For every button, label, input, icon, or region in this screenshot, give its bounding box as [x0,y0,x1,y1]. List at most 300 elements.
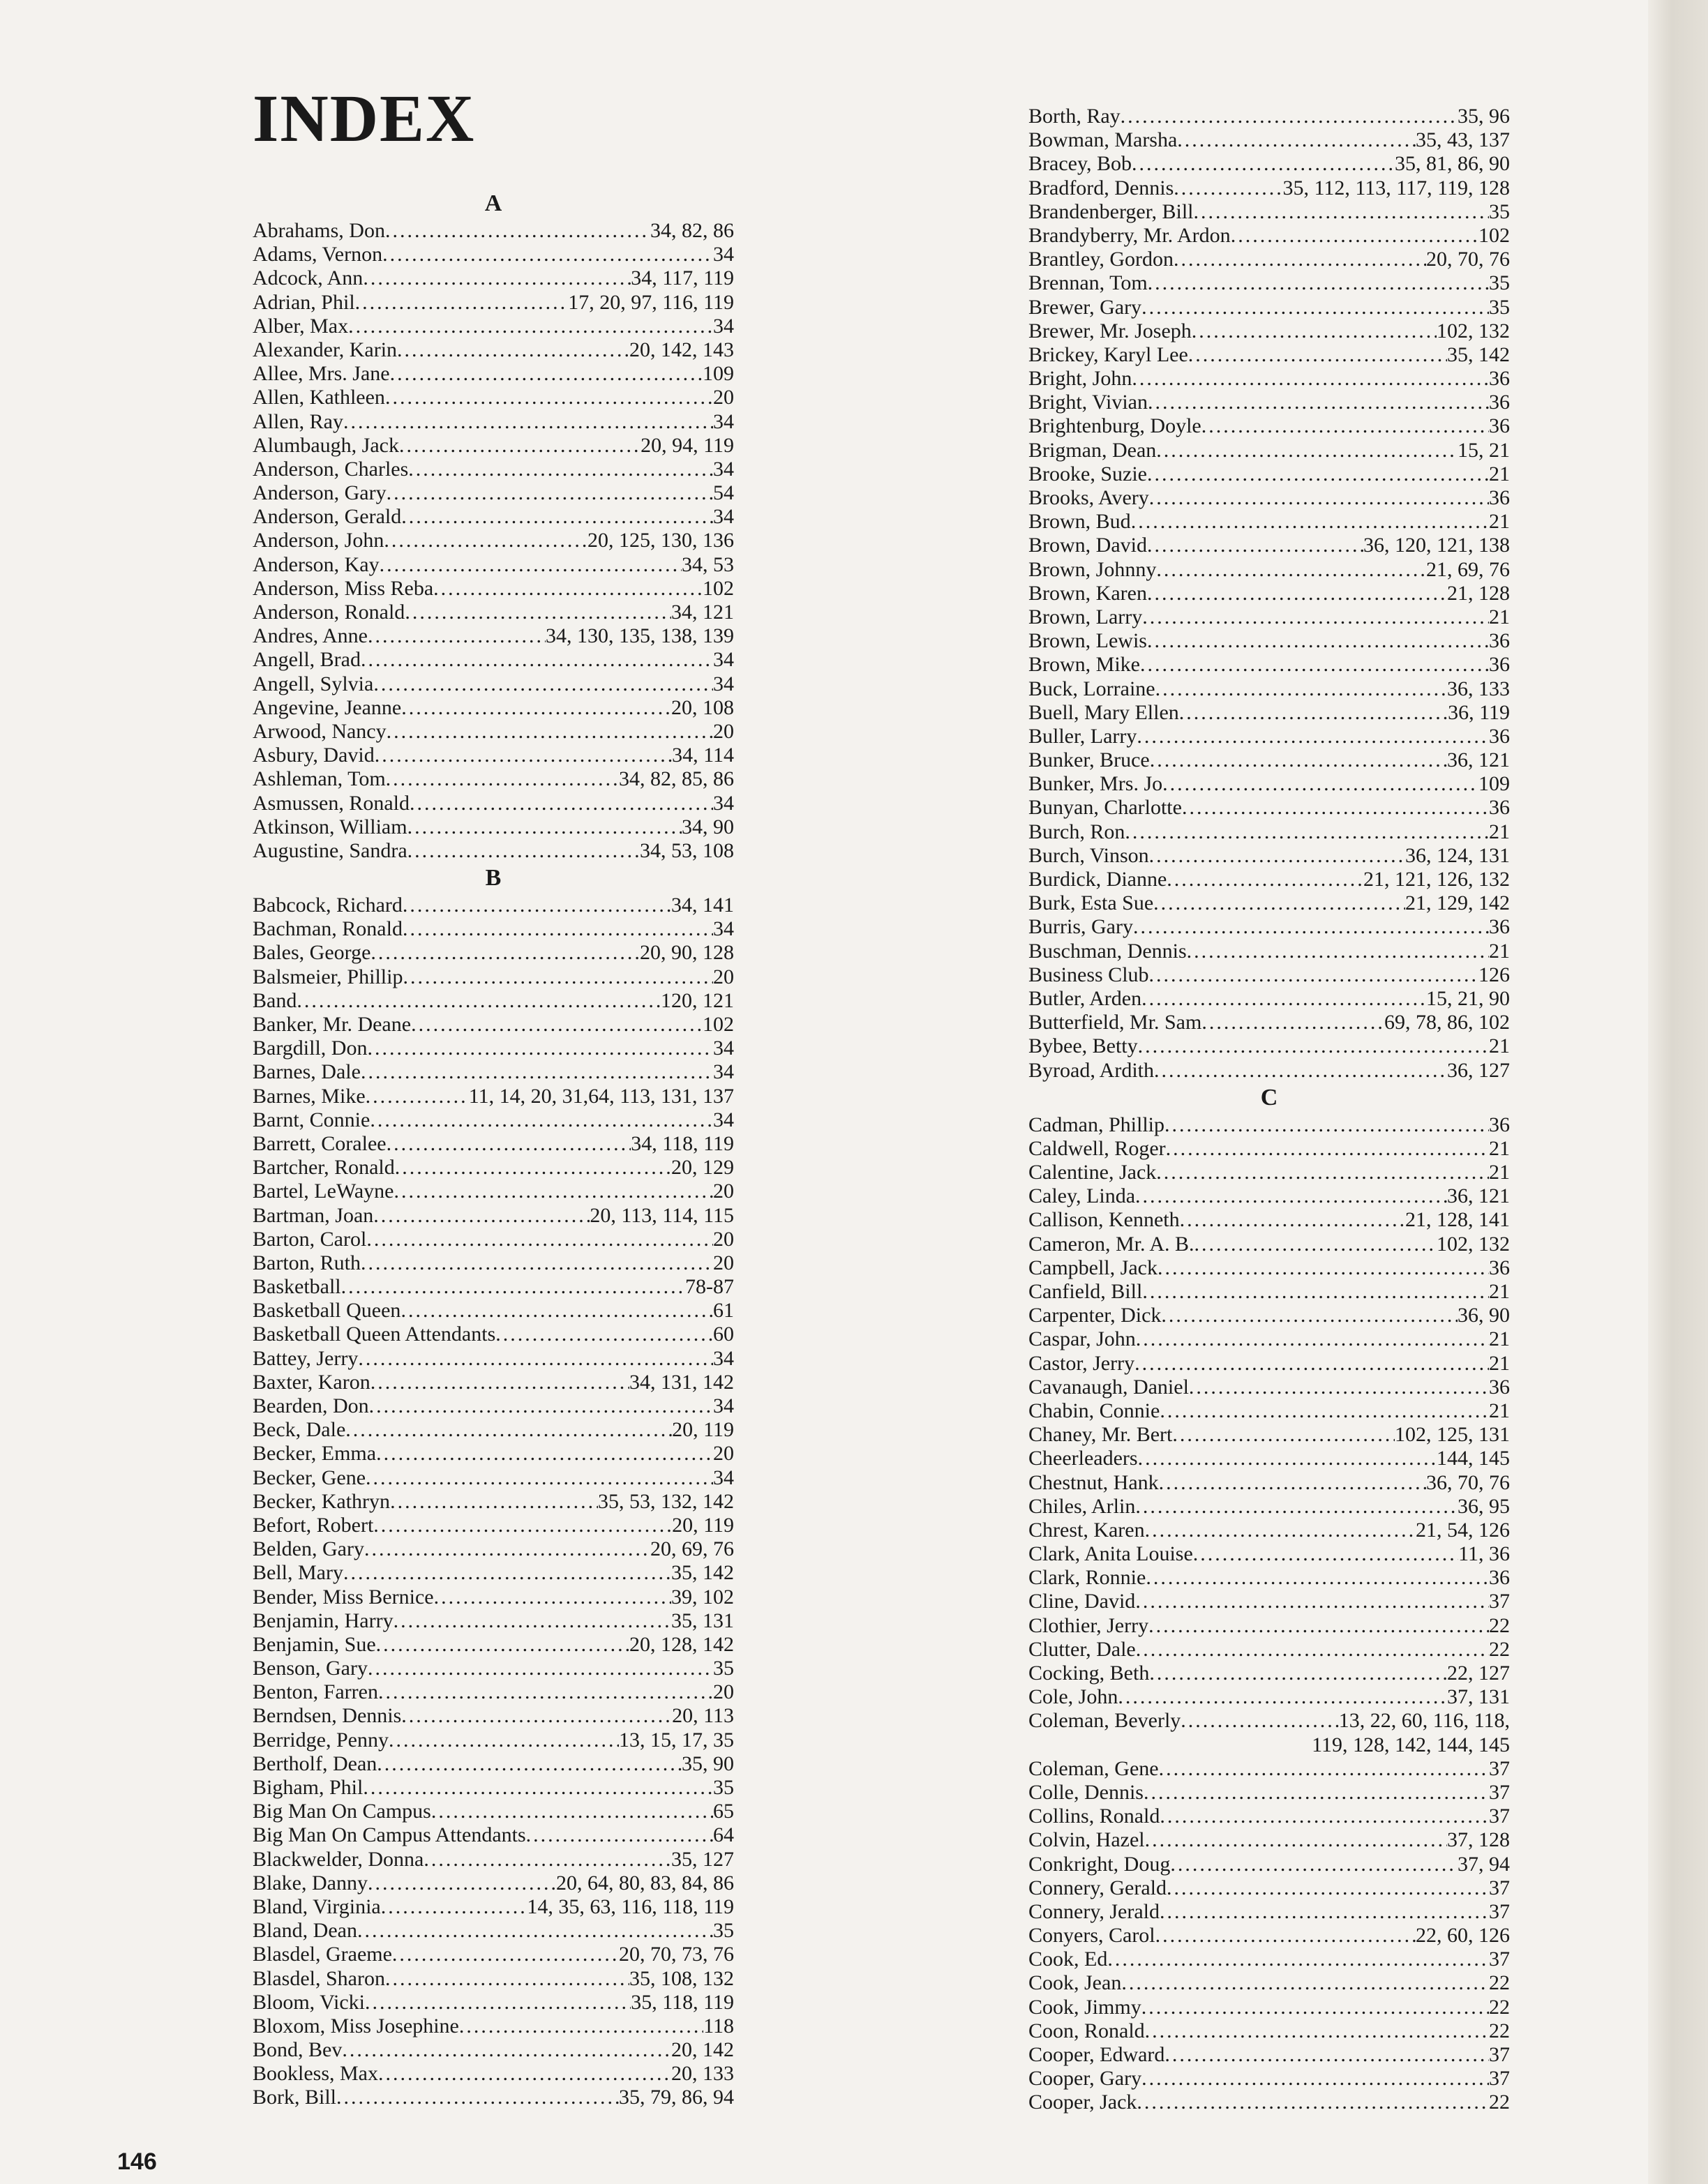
entry-pages: 39, 102 [671,1585,734,1609]
entry-pages-continuation: 119, 128, 142, 144, 145 [1312,1733,1510,1756]
entry-pages: 36 [1489,1375,1510,1399]
index-entry [253,1609,734,1633]
index-entry [253,386,734,409]
entry-pages: 20, 70, 73, 76 [619,1943,734,1966]
index-entry [1028,582,1510,605]
index-entry [253,744,734,767]
entry-pages: 20 [713,1442,734,1466]
entry-name: Bradford, Dennis [1028,176,1174,199]
entry-pages: 37, 131 [1447,1685,1510,1709]
entry-pages: 54 [713,481,734,505]
index-entry [1028,772,1510,796]
entry-pages: 35, 142 [671,1561,734,1585]
entry-pages: 20 [713,1251,734,1274]
entry-name: Brown, Karen [1028,581,1147,605]
entry-name: Colvin, Hazel [1028,1828,1145,1852]
leader-dots [390,362,703,386]
index-entry [253,1204,734,1228]
entry-name: Anderson, Gary [253,481,387,505]
entry-pages: 35, 79, 86, 94 [619,2086,734,2109]
entry-name: Barton, Ruth [253,1251,361,1274]
leader-dots [1161,1304,1458,1327]
leader-dots [434,1586,671,1609]
leader-dots [1138,1447,1437,1470]
entry-pages: 120, 121 [661,988,734,1012]
entry-name: Castor, Jerry [1028,1351,1135,1375]
index-entry [1028,1137,1510,1161]
leader-dots [366,1466,713,1490]
leader-dots [1189,1376,1489,1399]
entry-name: Coleman, Beverly [1028,1709,1181,1733]
entry-pages: 20, 90, 128 [640,941,734,965]
leader-dots [355,291,569,315]
leader-dots [385,1967,629,1991]
index-entry [253,505,734,529]
index-entry [253,2038,734,2062]
entry-name: Cline, David [1028,1590,1136,1613]
index-entry [1028,1113,1510,1137]
index-entry [1028,1900,1510,1924]
entry-pages: 21 [1489,1280,1510,1303]
index-entry [253,266,734,290]
entry-pages: 35, 142 [1447,342,1510,366]
entry-pages: 34, 53, 108 [640,838,734,862]
entry-name: Bachman, Ronald [253,917,403,941]
leader-dots [459,2014,703,2038]
entry-pages: 35, 96 [1458,105,1510,128]
section-letter: B [485,865,502,891]
entry-name: Buschman, Dennis [1028,939,1187,963]
entry-name: Anderson, John [253,529,384,552]
entry-pages: 37 [1489,2067,1510,2091]
leader-dots [1201,414,1489,438]
index-entry [1028,605,1510,629]
index-entry [253,894,734,917]
entry-name: Cook, Ed [1028,1948,1108,1971]
index-entry [1028,128,1510,152]
entry-pages: 21, 128, 141 [1405,1208,1510,1232]
entry-pages: 21 [1489,1351,1510,1375]
entry-name: Barrett, Coralee [253,1131,387,1155]
entry-name: Benton, Farren [253,1680,378,1704]
leader-dots [1194,1233,1437,1256]
entry-name: Burdick, Dianne [1028,868,1167,891]
leader-dots [408,458,713,481]
entry-pages: 35, 81, 86, 90 [1395,152,1510,176]
entry-name: Brooks, Avery [1028,486,1149,509]
leader-dots [1135,1495,1458,1519]
entry-name: Allen, Kathleen [253,386,385,409]
leader-dots [378,1680,713,1704]
entry-name: Burk, Esta Sue [1028,891,1154,915]
entry-pages: 21 [1489,1327,1510,1351]
leader-dots [343,410,713,434]
leader-dots [1188,343,1447,367]
entry-name: Clutter, Dale [1028,1637,1136,1661]
leader-dots [1146,1566,1489,1590]
entry-pages: 22 [1489,1637,1510,1661]
index-entry [1028,2043,1510,2067]
entry-pages: 102 [703,576,734,600]
entry-pages: 69, 78, 86, 102 [1384,1011,1510,1034]
entry-name: Cook, Jimmy [1028,1995,1141,2019]
entry-name: Anderson, Ronald [253,601,405,624]
entry-pages: 35, 90 [682,1752,734,1775]
entry-pages: 34 [713,791,734,815]
entry-name: Bunker, Bruce [1028,748,1150,772]
entry-name: Cavanaugh, Daniel [1028,1375,1189,1399]
leader-dots [1137,2091,1489,2114]
index-entry [253,1919,734,1943]
index-entry [253,624,734,648]
section-letter: C [1260,1084,1278,1110]
index-entry [1028,343,1510,367]
index-entry [253,1537,734,1561]
leader-dots [1170,1853,1458,1876]
index-entry [1028,1757,1510,1781]
leader-dots [389,1729,619,1752]
index-entry [1028,510,1510,534]
index-entry [253,1680,734,1704]
entry-pages: 36 [1489,653,1510,677]
entry-name: Alumbaugh, Jack [253,433,399,457]
leader-dots [1160,1805,1489,1828]
leader-dots [381,1895,527,1919]
index-entry [1028,462,1510,486]
entry-name: Brightenburg, Doyle [1028,414,1201,438]
entry-pages: 102, 132 [1437,319,1510,342]
index-entry [253,1251,734,1275]
leader-dots [1193,1542,1458,1566]
entry-pages: 36, 119 [1448,700,1510,724]
index-entry [253,1394,734,1418]
leader-dots [361,1060,713,1084]
entry-pages: 35, 43, 137 [1416,128,1510,152]
entry-pages: 20, 113 [672,1704,734,1728]
index-entry [253,1371,734,1394]
index-entry [253,1895,734,1919]
index-entry [1028,1590,1510,1613]
index-entry [1028,1399,1510,1423]
index-entry [1028,1685,1510,1709]
index-entry [1028,940,1510,963]
entry-name: Calentine, Jack [1028,1161,1157,1184]
entry-pages: 109 [1478,772,1510,796]
entry-name: Arwood, Nancy [253,719,387,743]
entry-pages: 15, 21, 90 [1426,986,1510,1010]
index-entry [253,529,734,552]
index-entry [1028,1034,1510,1058]
leader-dots [1166,1137,1489,1161]
index-entry [1028,534,1510,557]
entry-name: Bargdill, Don [253,1037,368,1060]
entry-name: Blake, Danny [253,1871,368,1895]
entry-name: Brandenberger, Bill [1028,199,1194,223]
entry-pages: 21, 128 [1447,581,1510,605]
leader-dots [405,601,671,624]
entry-name: Battey, Jerry [253,1346,359,1370]
entry-pages: 20 [713,1180,734,1203]
entry-name: Andres, Anne [253,624,368,648]
entry-name: Banker, Mr. Deane [253,1013,412,1036]
index-entry [1028,677,1510,701]
section-letter: A [484,190,502,216]
leader-dots [431,1800,713,1823]
entry-pages: 35, 127 [671,1847,734,1871]
index-entry [253,1418,734,1442]
leader-dots [1140,653,1489,677]
leader-dots [1155,677,1447,701]
index-entry [1028,915,1510,939]
index-entry [253,243,734,266]
leader-dots [1145,2019,1489,2043]
index-entry [253,1729,734,1752]
leader-dots [1141,296,1489,319]
index-entry [253,1872,734,1895]
entry-name: Brown, Bud [1028,510,1131,534]
entry-name: Belden, Gary [253,1537,364,1561]
leader-dots [1172,1423,1395,1447]
entry-pages: 20, 128, 142 [629,1632,734,1656]
leader-dots [341,1275,685,1299]
entry-name: Chaney, Mr. Bert [1028,1423,1173,1447]
index-entry [1028,1352,1510,1376]
index-entry [1028,271,1510,295]
leader-dots [1150,748,1447,772]
entry-name: Chabin, Connie [1028,1399,1160,1422]
entry-name: Basketball Queen [253,1299,401,1323]
entry-pages: 34, 53 [682,552,734,576]
leader-dots [1231,224,1478,248]
entry-name: Benjamin, Harry [253,1609,394,1632]
entry-pages: 20, 119 [672,1513,734,1537]
index-entry [253,362,734,386]
entry-name: Bright, John [1028,367,1132,391]
entry-pages: 37, 94 [1458,1852,1510,1876]
leader-dots [1141,2067,1489,2091]
leader-dots [390,1490,598,1514]
index-entry [1028,1876,1510,1900]
entry-pages: 20 [713,965,734,988]
entry-pages: 144, 145 [1437,1447,1510,1470]
index-entry [253,481,734,505]
entry-pages: 22 [1489,2019,1510,2042]
entry-name: Allen, Ray [253,409,343,433]
leader-dots [399,434,640,458]
entry-pages: 60 [713,1323,734,1346]
index-entry [1028,1256,1510,1280]
entry-pages: 35, 112, 113, 117, 119, 128 [1282,176,1510,199]
index-entry [253,1967,734,1991]
entry-pages: 36, 121 [1447,748,1510,772]
leader-dots [1162,772,1478,796]
entry-pages: 13, 15, 17, 35 [619,1728,734,1752]
entry-pages: 36 [1489,414,1510,438]
index-entry [253,965,734,989]
entry-pages: 21, 129, 142 [1405,891,1510,915]
entry-pages: 37 [1489,1756,1510,1780]
entry-name: Beck, Dale [253,1418,346,1442]
entry-name: Anderson, Miss Reba [253,576,434,600]
leader-dots [370,1371,629,1394]
entry-pages: 34 [713,457,734,481]
index-entry [1028,1853,1510,1876]
leader-dots [380,553,682,577]
entry-pages: 15, 21 [1458,438,1510,462]
index-column-right [1028,105,1510,2115]
entry-name: Alber, Max [253,314,349,338]
entry-name: Burris, Gary [1028,915,1133,939]
leader-dots [345,1418,672,1442]
entry-pages: 21 [1489,939,1510,963]
entry-pages: 34 [713,1466,734,1489]
entry-pages: 35, 131 [671,1609,734,1632]
index-entry [253,219,734,243]
entry-pages: 109 [703,362,734,386]
entry-pages: 22, 127 [1447,1662,1510,1685]
leader-dots [1187,940,1489,963]
entry-name: Bartel, LeWayne [253,1180,394,1203]
leader-dots [1167,868,1363,891]
leader-dots [1149,844,1405,868]
entry-pages: 21 [1489,1136,1510,1160]
leader-dots [336,2086,619,2109]
leader-dots [363,266,631,290]
index-entry [1028,1805,1510,1828]
entry-name: Campbell, Jack [1028,1256,1158,1279]
entry-pages: 34 [713,1108,734,1131]
leader-dots [1155,1924,1416,1948]
entry-name: Basketball [253,1275,341,1299]
index-entry [253,1013,734,1037]
entry-pages: 17, 20, 97, 116, 119 [568,290,734,314]
entry-pages: 11, 14, 20, 31,64, 113, 131, 137 [468,1084,734,1108]
index-entry [1028,1471,1510,1495]
leader-dots [403,965,713,989]
leader-dots [407,839,640,863]
entry-name: Barton, Carol [253,1227,367,1251]
index-entry [253,601,734,624]
leader-dots [1180,1208,1405,1232]
leader-dots [1135,1590,1489,1613]
index-entry [1028,224,1510,248]
index-entry [253,792,734,815]
index-entry [253,1060,734,1084]
leader-dots [357,1919,713,1943]
entry-pages: 34 [713,917,734,941]
entry-name: Borth, Ray [1028,105,1121,128]
index-entry [253,410,734,434]
entry-name: Atkinson, William [253,815,407,838]
leader-dots [1142,1280,1489,1304]
entry-pages: 20 [713,386,734,409]
index-entry [1028,701,1510,725]
leader-dots [1148,271,1489,295]
entry-name: Anderson, Charles [253,457,409,481]
leader-dots [1132,152,1395,176]
entry-name: Bearden, Don [253,1394,369,1417]
entry-name: Angell, Brad [253,648,361,672]
entry-name: Benson, Gary [253,1657,368,1680]
entry-pages: 34, 114 [672,744,734,767]
index-entry [253,1490,734,1514]
entry-name: Allee, Mrs. Jane [253,362,390,386]
index-entry [1028,391,1510,414]
leader-dots [1201,1011,1384,1034]
index-entry [1028,1327,1510,1351]
entry-name: Bright, Vivian [1028,391,1148,414]
leader-dots [1158,1256,1489,1280]
entry-name: Caspar, John [1028,1327,1136,1351]
index-entry [1028,1614,1510,1638]
index-entry [253,458,734,481]
entry-name: Bartman, Joan [253,1203,374,1227]
entry-name: Befort, Robert [253,1513,374,1537]
binding-gutter [1648,0,1708,2184]
entry-pages: 37 [1489,1780,1510,1804]
leader-dots [1147,462,1489,486]
entry-pages: 20, 119 [672,1418,734,1442]
entry-name: Brown, Mike [1028,653,1140,677]
index-entry [253,1323,734,1346]
entry-pages: 35 [713,1776,734,1799]
index-entry [1028,1447,1510,1470]
leader-dots [1132,367,1489,391]
entry-pages: 20, 142, 143 [629,338,734,361]
leader-dots [1131,510,1489,534]
entry-pages: 36 [1489,1113,1510,1136]
entry-pages: 21, 54, 126 [1416,1518,1510,1542]
index-entry [253,1347,734,1371]
leader-dots [370,941,640,965]
entry-pages: 21 [1489,820,1510,843]
index-entry [253,1132,734,1156]
index-entry [1028,1781,1510,1805]
entry-name: Augustine, Sandra [253,838,407,862]
leader-dots [1179,701,1448,725]
index-entry [1028,486,1510,510]
index-entry [253,338,734,362]
leader-dots [1141,987,1426,1011]
entry-pages: 21 [1489,510,1510,534]
entry-pages: 34 [713,409,734,433]
leader-dots [376,1442,713,1466]
leader-dots [373,1204,590,1228]
index-entry [253,839,734,863]
entry-name: Cooper, Edward [1028,2043,1165,2066]
entry-name: Cameron, Mr. A. B. [1028,1232,1194,1256]
entry-name: Cook, Jean [1028,1971,1122,1995]
leader-dots [1194,200,1489,224]
leader-dots [1107,1948,1489,1971]
leader-dots [407,815,682,839]
entry-pages: 21 [1489,605,1510,628]
entry-pages: 126 [1478,963,1510,986]
entry-name: Angevine, Jeanne [253,695,402,719]
index-entry [253,2062,734,2086]
index-entry [253,2086,734,2109]
leader-dots [1160,1900,1489,1924]
page-number: 146 [117,2148,157,2175]
entry-pages: 35, 53, 132, 142 [598,1489,734,1513]
leader-dots [384,529,587,552]
entry-name: Clothier, Jerry [1028,1613,1149,1637]
leader-dots [1137,725,1489,748]
entry-pages: 20, 64, 80, 83, 84, 86 [556,1871,734,1895]
entry-pages: 34, 82, 86 [650,219,734,242]
index-entry [1028,1996,1510,2019]
entry-pages: 21 [1489,1161,1510,1184]
